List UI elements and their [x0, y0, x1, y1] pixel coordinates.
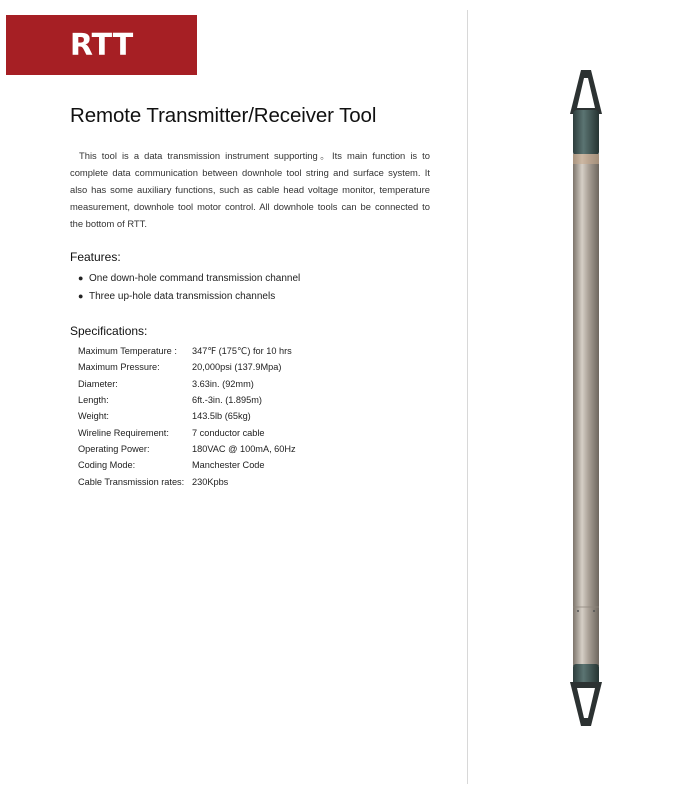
- table-row: [76, 376, 296, 392]
- table-row: [76, 408, 296, 424]
- table-row: [76, 343, 296, 359]
- spec-label: Wireline Requirement:: [78, 427, 169, 438]
- screw-left: [577, 610, 579, 612]
- spec-value: 7 conductor cable: [192, 427, 265, 438]
- description-paragraph: This tool is a data transmission instrument supporting。Its main function is to complete data communication between downhole tool string and surface system. It also has some auxiliary functions, such as cable head voltage monitor, temperature measurement, downhole tool motor control. All downhole tools can be connected to the bottom of RTT.: [70, 150, 430, 229]
- spec-label: Coding Mode:: [78, 460, 136, 471]
- spec-label: Cable Transmission rates:: [78, 476, 185, 487]
- spec-label: Operating Power:: [78, 443, 150, 454]
- list-item: [78, 269, 300, 287]
- bullet-icon: ●: [78, 273, 84, 283]
- bullet-icon: ●: [78, 291, 84, 301]
- list-item: [78, 287, 300, 305]
- spec-label: Weight:: [78, 411, 109, 422]
- tool-body: [573, 154, 599, 666]
- table-row: [76, 392, 296, 408]
- table-row: [76, 359, 296, 375]
- upper-collar: [573, 154, 599, 164]
- table-row: [76, 441, 296, 457]
- bottom-bail: [570, 682, 602, 726]
- top-bail: [570, 70, 602, 114]
- spec-value: 180VAC @ 100mA, 60Hz: [192, 443, 296, 454]
- column-divider: [467, 10, 468, 784]
- spec-label: Maximum Pressure:: [78, 362, 160, 373]
- feature-text: One down-hole command transmission channel: [89, 273, 301, 284]
- table-row: [76, 424, 296, 440]
- screw-right: [593, 610, 595, 612]
- spec-label: Diameter:: [78, 378, 118, 389]
- spec-value: 347℉ (175℃) for 10 hrs: [192, 345, 292, 356]
- spec-value: Manchester Code: [192, 460, 265, 471]
- top-cap: [573, 110, 599, 156]
- spec-value: 20,000psi (137.9Mpa): [192, 362, 282, 373]
- spec-value: 3.63in. (92mm): [192, 378, 254, 389]
- features-list: [78, 269, 300, 305]
- table-row: [76, 457, 296, 473]
- spec-value: 230Kpbs: [192, 476, 229, 487]
- spec-value: 6ft.-3in. (1.895m): [192, 395, 262, 406]
- table-row: [76, 473, 296, 489]
- product-code-banner: RTT: [6, 15, 197, 75]
- features-heading: Features:: [70, 250, 121, 264]
- page-title: Remote Transmitter/Receiver Tool: [70, 104, 377, 127]
- feature-text: Three up-hole data transmission channels: [89, 291, 276, 302]
- spec-value: 143.5lb (65kg): [192, 411, 251, 422]
- tool-illustration: [560, 66, 612, 730]
- spec-label: Maximum Temperature :: [78, 346, 177, 357]
- spec-label: Length:: [78, 395, 109, 406]
- specifications-heading: Specifications:: [70, 324, 148, 338]
- specifications-table: [76, 343, 296, 490]
